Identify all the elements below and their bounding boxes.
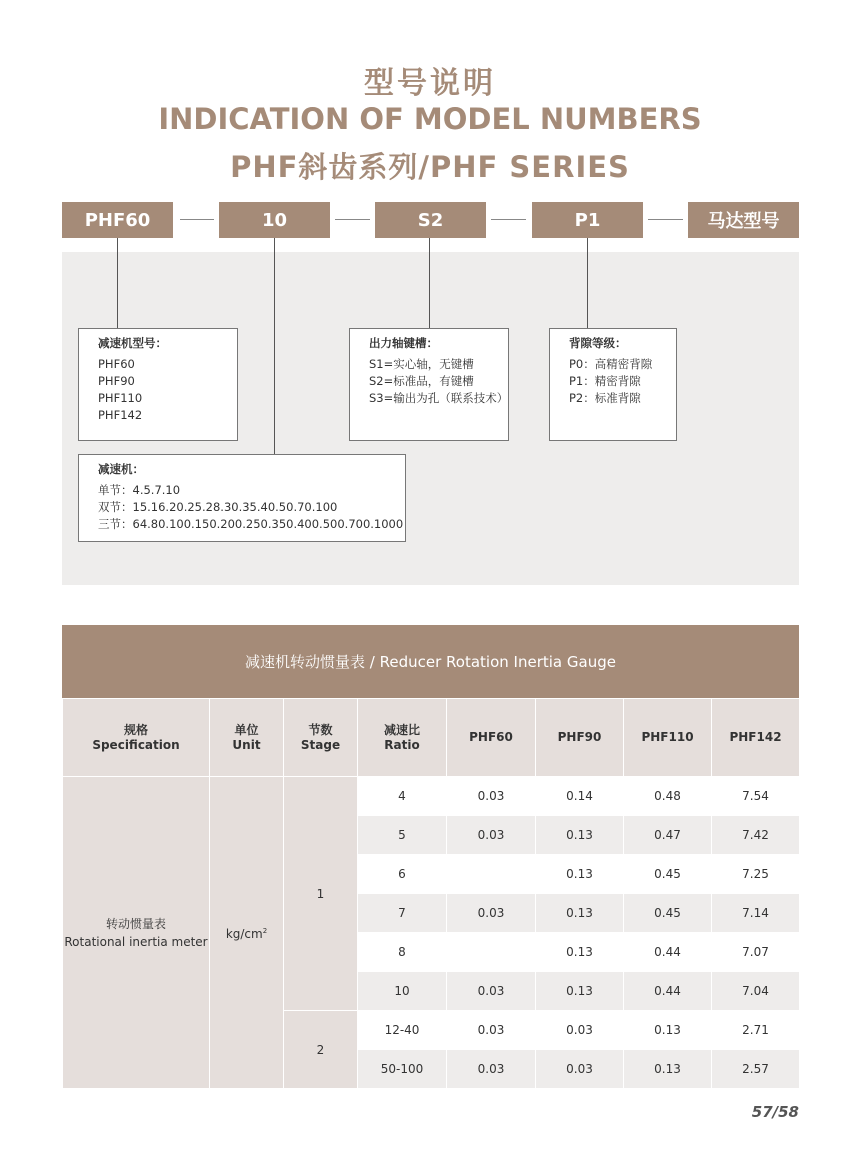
value-cell: 7.25	[712, 855, 800, 894]
value-cell: 7.07	[712, 933, 800, 972]
value-cell: 0.45	[624, 855, 712, 894]
value-cell: 0.03	[447, 894, 536, 933]
value-cell: 0.03	[447, 1050, 536, 1089]
header-phf60: PHF60	[447, 699, 536, 777]
value-cell	[447, 933, 536, 972]
value-cell: 0.03	[447, 972, 536, 1011]
header-stage: 节数 Stage	[284, 699, 358, 777]
inertia-table	[62, 698, 800, 1089]
ratio-cell: 50-100	[358, 1050, 447, 1089]
value-cell: 0.03	[447, 777, 536, 816]
code-ratio-box: 10	[219, 202, 330, 238]
value-cell: 0.45	[624, 894, 712, 933]
box-title: 减速机：	[98, 462, 144, 476]
value-cell: 0.44	[624, 972, 712, 1011]
code-dash	[180, 219, 214, 220]
value-cell: 0.03	[447, 816, 536, 855]
page-title-en: INDICATION OF MODEL NUMBERS	[158, 102, 702, 136]
box-item: S1=实心轴，无键槽	[369, 357, 474, 371]
header-phf110: PHF110	[624, 699, 712, 777]
table-title: 减速机转动惯量表 / Reducer Rotation Inertia Gauge	[62, 625, 799, 698]
box-item: S2=标准品，有键槽	[369, 374, 474, 388]
connector-line	[117, 238, 118, 329]
backlash-box	[549, 328, 677, 441]
reducer-stage-box	[78, 454, 406, 542]
header-phf142: PHF142	[712, 699, 800, 777]
box-item: P1：精密背隙	[569, 374, 641, 388]
box-item: 三节：64.80.100.150.200.250.350.400.500.700.1000	[98, 517, 404, 531]
connector-line	[274, 238, 275, 455]
box-title: 出力轴键槽：	[369, 336, 438, 350]
box-item: P2：标准背隙	[569, 391, 641, 405]
output-shaft-box	[349, 328, 509, 441]
value-cell: 0.13	[536, 894, 624, 933]
box-item: PHF90	[98, 374, 135, 388]
value-cell: 2.57	[712, 1050, 800, 1089]
value-cell	[447, 855, 536, 894]
code-dash	[335, 219, 370, 220]
value-cell: 0.14	[536, 777, 624, 816]
value-cell: 0.13	[536, 816, 624, 855]
code-backlash-box: P1	[532, 202, 643, 238]
inertia-table-section	[62, 625, 799, 1089]
value-cell: 0.13	[624, 1050, 712, 1089]
value-cell: 0.48	[624, 777, 712, 816]
value-cell: 0.03	[536, 1050, 624, 1089]
value-cell: 0.47	[624, 816, 712, 855]
ratio-cell: 7	[358, 894, 447, 933]
stage-cell: 1	[284, 777, 358, 1011]
page-title-series: PHF斜齿系列/PHF SERIES	[230, 150, 630, 184]
value-cell: 7.54	[712, 777, 800, 816]
page-title-cn: 型号说明	[364, 66, 496, 101]
connector-line	[429, 238, 430, 329]
box-title: 减速机型号：	[98, 336, 167, 350]
value-cell: 2.71	[712, 1011, 800, 1050]
code-dash	[491, 219, 526, 220]
box-title: 背隙等级：	[569, 336, 627, 350]
ratio-cell: 10	[358, 972, 447, 1011]
unit-cell: $kg/cm^2$	[210, 777, 284, 1089]
header-ratio: 减速比 Ratio	[358, 699, 447, 777]
value-cell: 7.04	[712, 972, 800, 1011]
code-shaft-box: S2	[375, 202, 486, 238]
code-model-box: PHF60	[62, 202, 173, 238]
box-item: PHF110	[98, 391, 143, 405]
box-item: P0：高精密背隙	[569, 357, 653, 371]
value-cell: 0.03	[536, 1011, 624, 1050]
box-item: PHF142	[98, 408, 143, 422]
box-item: S3=输出为孔（联系技术）	[369, 391, 509, 405]
table-row	[63, 777, 800, 816]
value-cell: 0.03	[447, 1011, 536, 1050]
table-header-row	[63, 699, 800, 777]
ratio-cell: 12-40	[358, 1011, 447, 1050]
value-cell: 0.13	[536, 972, 624, 1011]
box-item: PHF60	[98, 357, 135, 371]
connector-line	[587, 238, 588, 329]
page-number: 57/58	[751, 1103, 799, 1121]
code-dash	[648, 219, 683, 220]
header-unit: 单位 Unit	[210, 699, 284, 777]
ratio-cell: 6	[358, 855, 447, 894]
box-item: 单节：4.5.7.10	[98, 483, 181, 497]
value-cell: 0.44	[624, 933, 712, 972]
value-cell: 7.42	[712, 816, 800, 855]
reducer-model-box	[78, 328, 238, 441]
header-phf90: PHF90	[536, 699, 624, 777]
ratio-cell: 8	[358, 933, 447, 972]
value-cell: 0.13	[624, 1011, 712, 1050]
value-cell: 0.13	[536, 855, 624, 894]
spec-cell: 转动惯量表 Rotational inertia meter	[63, 777, 210, 1089]
code-motor-box: 马达型号	[688, 202, 799, 238]
header-spec: 规格 Specification	[63, 699, 210, 777]
value-cell: 0.13	[536, 933, 624, 972]
stage-cell: 2	[284, 1011, 358, 1089]
box-item: 双节：15.16.20.25.28.30.35.40.50.70.100	[98, 500, 338, 514]
value-cell: 7.14	[712, 894, 800, 933]
ratio-cell: 4	[358, 777, 447, 816]
ratio-cell: 5	[358, 816, 447, 855]
